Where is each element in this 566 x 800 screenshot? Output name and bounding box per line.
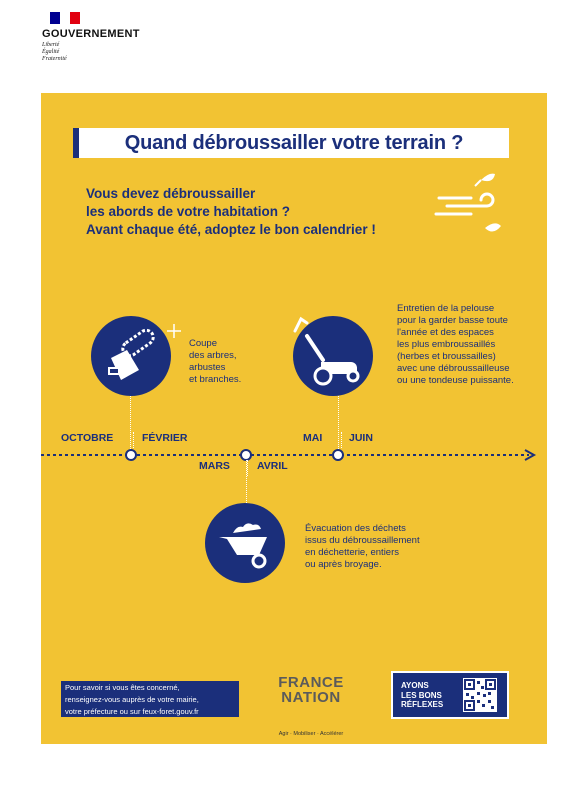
month-february: FÉVRIER bbox=[142, 432, 188, 444]
separator bbox=[133, 432, 134, 448]
france-nation-logo: FRANCE NATION Agir · Mobiliser · Accélérer bbox=[263, 675, 359, 737]
lawnmower-handle-icon bbox=[291, 315, 311, 335]
step-cutting-text: Coupe des arbres, arbustes et branches. bbox=[189, 338, 242, 385]
month-october: OCTOBRE bbox=[61, 432, 114, 444]
info-box: Pour savoir si vous êtes concerné, renseignez-vous auprès de votre mairie, votre préfecture ou sur feux-foret.gouv.fr bbox=[61, 681, 239, 717]
title-banner bbox=[79, 128, 509, 158]
connector-line bbox=[338, 396, 339, 451]
separator bbox=[341, 432, 342, 448]
chainsaw-circle bbox=[91, 316, 171, 396]
month-may: MAI bbox=[303, 432, 323, 444]
republic-motto: Liberté Égalité Fraternité bbox=[42, 42, 67, 62]
timeline bbox=[41, 448, 547, 460]
separator bbox=[247, 460, 248, 476]
french-flag-icon bbox=[50, 12, 80, 24]
connector-line bbox=[130, 396, 131, 451]
sparkle-icon bbox=[166, 323, 182, 339]
poster-title: Quand débroussailler votre terrain ? bbox=[124, 131, 464, 154]
wheelbarrow-circle bbox=[205, 503, 285, 583]
chainsaw-icon bbox=[91, 316, 171, 396]
step-disposal-text: Évacuation des déchets issus du débroussaillement en déchetterie, entiers ou après broyage. bbox=[305, 523, 420, 570]
qr-code-icon[interactable] bbox=[463, 678, 497, 712]
connector-line bbox=[246, 460, 247, 505]
month-march: MARS bbox=[199, 460, 230, 472]
wheelbarrow-icon bbox=[205, 503, 285, 583]
step-mowing-text: Entretien de la pelouse pour la garder basse toute l'année et des espaces les plus embroussaillés (herbes et broussailles) avec une débroussailleuse ou une tondeuse puissante. bbox=[397, 303, 514, 386]
intro-text: Vous devez débroussailler les abords de votre habitation ? Avant chaque été, adoptez le bon calendrier ! bbox=[86, 186, 376, 237]
bons-reflexes-badge: AYONS LES BONS RÉFLEXES bbox=[391, 671, 509, 719]
poster bbox=[41, 93, 547, 744]
month-april: AVRIL bbox=[257, 460, 288, 472]
month-june: JUIN bbox=[349, 432, 373, 444]
government-logo bbox=[42, 12, 140, 63]
government-name: GOUVERNEMENT bbox=[42, 28, 140, 40]
brand-tagline: Agir · Mobiliser · Accélérer bbox=[278, 731, 344, 737]
wind-leaves-icon bbox=[431, 168, 506, 243]
timeline-line bbox=[41, 449, 547, 461]
